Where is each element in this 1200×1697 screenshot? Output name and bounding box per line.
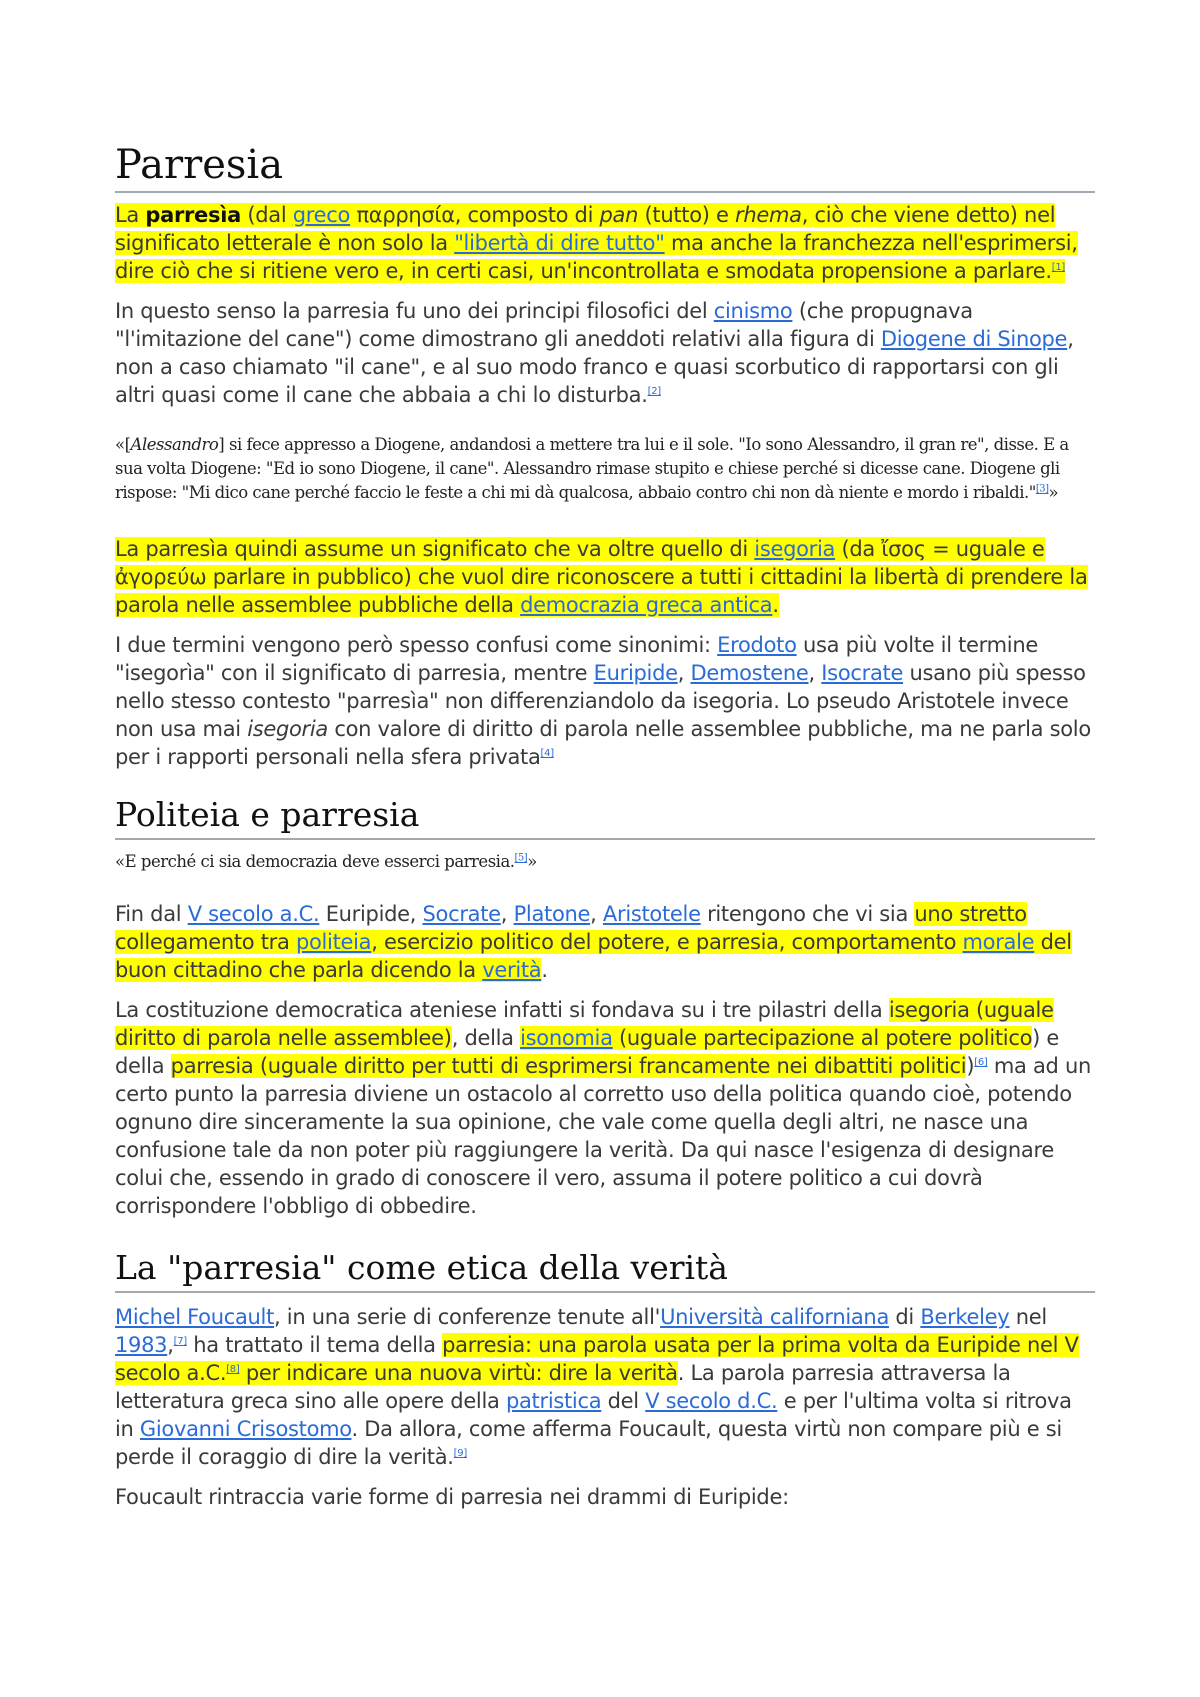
text: .: [541, 958, 548, 982]
article: [115, 140, 1095, 1523]
text: per indicare una nuova virtù: dire la verità: [239, 1361, 678, 1385]
text: I due termini vengono però spesso confusi come sinonimi:: [115, 633, 718, 657]
paragraph-politeia: [115, 900, 1095, 984]
isonomia-highlight: [520, 1026, 1032, 1050]
text: Euripide,: [319, 902, 423, 926]
ref-1[interactable]: [1]: [1051, 262, 1065, 273]
text: usano più spesso nello stesso contesto "parresìa" non differenziandolo da isegoria. Lo pseudo Aristotele invece non usa mai: [115, 661, 1086, 741]
text: ) e della: [115, 1026, 1060, 1078]
link-greco[interactable]: greco: [292, 203, 351, 227]
text: (dal: [240, 203, 293, 227]
text: ha trattato il tema della: [186, 1333, 443, 1357]
text: . Da allora, come afferma Foucault, questa virtù non compare più e si perde il coraggio di dire la verità.: [115, 1417, 1062, 1469]
link-aristotele[interactable]: Aristotele: [602, 902, 701, 926]
text: παρρησία, composto di: [350, 203, 600, 227]
intro-paragraph: [115, 201, 1095, 285]
text: »: [527, 852, 537, 871]
text: In questo senso la parresia fu uno dei principi filosofici del: [115, 299, 714, 323]
link-patristica[interactable]: patristica: [505, 1389, 602, 1413]
text: ,: [677, 661, 691, 685]
text: uno stretto collegamento tra: [115, 902, 1027, 954]
text: parresia: una parola usata per la prima volta da Euripide nel V secolo a.C.: [115, 1333, 1079, 1385]
text: ma anche la franchezza nell'esprimersi, dire ciò che si ritiene vero e, in certi casi, un'incontrollata e smodata propensione a parlare.: [115, 231, 1078, 283]
text: , ciò che viene detto) nel significato letterale è non solo la: [115, 203, 1056, 255]
link-morale[interactable]: morale: [962, 930, 1035, 954]
text: Fin dal: [115, 902, 188, 926]
link-isocrate[interactable]: Isocrate: [821, 661, 904, 685]
term-rhema: rhema: [735, 203, 802, 227]
blockquote-diogene: [115, 433, 1095, 505]
link-foucault[interactable]: Michel Foucault: [115, 1305, 275, 1329]
term-pan: pan: [599, 203, 639, 227]
link-isonomia[interactable]: isonomia: [520, 1026, 613, 1050]
quote-name: Alessandro: [130, 435, 219, 454]
ref-6[interactable]: [6]: [974, 1057, 988, 1068]
text: La parresìa quindi assume un significato che va oltre quello di: [115, 537, 755, 561]
link-politeia[interactable]: politeia: [295, 930, 372, 954]
text: e per l'ultima volta si ritrova in: [115, 1389, 1072, 1441]
paragraph-cinismo: [115, 297, 1095, 409]
link-demostene[interactable]: Demostene: [690, 661, 809, 685]
isegoria-highlight: [115, 537, 1088, 617]
text: del buon cittadino che parla dicendo la: [115, 930, 1072, 982]
text: ,: [167, 1333, 174, 1357]
text: ] si fece appresso a Diogene, andandosi a mettere tra lui e il sole. "Io sono Alessandro, il gran re", disse. E a sua volta Diogene: "Ed io sono Diogene, il cane". Alessandro rimase stupito e chiese perché si dicesse cane. Diogene gli rispose: "Mi dico cane perché faccio le feste a chi mi dà qualcosa, abbaio contro chi non dà niente e mordo i ribaldi.": [115, 435, 1069, 502]
parresia-definition-highlight: parresia (uguale diritto per tutti di esprimersi francamente nei dibattiti politici: [170, 1054, 967, 1078]
text: usa più volte il termine "isegorìa" con il significato di parresia, mentre: [115, 633, 1038, 685]
text: .: [772, 593, 779, 617]
link-cinismo[interactable]: cinismo: [713, 299, 793, 323]
paragraph-sinonimi: [115, 631, 1095, 771]
blockquote-democrazia: [115, 850, 1095, 874]
text: con valore di diritto di parola nelle assemblee pubbliche, ma ne parla solo per i rapporti personali nella sfera privata: [115, 717, 1091, 769]
ref-4[interactable]: [4]: [540, 748, 554, 759]
text: , non a caso chiamato "il cane", e al suo modo franco e quasi scorbutico di rapportarsi con gli altri quasi come il cane che abbaia a chi lo disturba.: [115, 327, 1074, 407]
link-socrate[interactable]: Socrate: [422, 902, 501, 926]
link-v-secolo-ac[interactable]: V secolo a.C.: [187, 902, 320, 926]
link-diogene[interactable]: Diogene di Sinope: [880, 327, 1068, 351]
link-erodoto[interactable]: Erodoto: [717, 633, 797, 657]
text: (da ἴσος = uguale e ἀγορεύω parlare in pubblico) che vuol dire riconoscere a tutti i cittadini la libertà di prendere la parola nelle assemblee pubbliche della: [115, 537, 1088, 617]
text: ,: [808, 661, 822, 685]
link-berkeley[interactable]: Berkeley: [920, 1305, 1010, 1329]
text: «[: [115, 435, 131, 454]
link-platone[interactable]: Platone: [513, 902, 591, 926]
text: del: [601, 1389, 646, 1413]
intro-highlight: [115, 203, 1078, 283]
link-universita[interactable]: Università californiana: [660, 1305, 890, 1329]
page-title: Parresia: [115, 140, 1095, 193]
text: (uguale partecipazione al potere politico: [612, 1026, 1033, 1050]
link-v-secolo-dc[interactable]: V secolo d.C.: [645, 1389, 778, 1413]
text: ritengono che vi sia: [700, 902, 915, 926]
text: ): [966, 1054, 975, 1078]
link-1983[interactable]: 1983: [115, 1333, 168, 1357]
text: di: [889, 1305, 921, 1329]
text: »: [1048, 483, 1059, 502]
ref-8[interactable]: [8]: [226, 1364, 240, 1375]
paragraph-foucault: [115, 1303, 1095, 1471]
text: (che propugnava "l'imitazione del cane") come dimostrano gli aneddoti relativi alla figura di: [115, 299, 973, 351]
text: ma ad un certo punto la parresia diviene un ostacolo al corretto uso della politica quando cioè, potendo ognuno dire sinceramente la sua opinione, che vale come quella degli altri, ne nasce una confusione tale da non poter più raggiungere la verità. Da qui nasce l'esigenza di designare colui che, essendo in grado di conoscere il vero, assuma il potere politico a cui dovrà corrispondere l'obbligo di obbedire.: [115, 1054, 1091, 1218]
text: ,: [590, 902, 603, 926]
link-liberta[interactable]: "libertà di dire tutto": [454, 231, 665, 255]
term-bold: parresìa: [145, 203, 241, 227]
ref-3[interactable]: [3]: [1035, 483, 1049, 495]
paragraph-costituzione: [115, 996, 1095, 1220]
text: ,: [500, 902, 514, 926]
link-euripide[interactable]: Euripide: [593, 661, 678, 685]
ref-5[interactable]: [5]: [514, 852, 528, 864]
text: La: [115, 203, 146, 227]
paragraph-isegoria: [115, 535, 1095, 619]
text: La costituzione democratica ateniese infatti si fondava su i tre pilastri della: [115, 998, 889, 1022]
ref-7[interactable]: [7]: [173, 1336, 187, 1347]
text: «E perché ci sia democrazia deve esserci parresia.: [115, 852, 515, 871]
link-giovanni-crisostomo[interactable]: Giovanni Crisostomo: [139, 1417, 352, 1441]
link-verita[interactable]: verità: [482, 958, 542, 982]
text: , della: [451, 1026, 521, 1050]
term-isegoria: isegoria: [247, 717, 328, 741]
link-isegoria[interactable]: isegoria: [754, 537, 836, 561]
text: , esercizio politico del potere, e parresia, comportamento: [371, 930, 963, 954]
link-democrazia[interactable]: democrazia greca antica: [520, 593, 773, 617]
text: , in una serie di conferenze tenute all': [274, 1305, 661, 1329]
text: (tutto) e: [638, 203, 736, 227]
text: . La parola parresia attraversa la letteratura greca sino alle opere della: [115, 1361, 1011, 1413]
isegoria-definition-highlight: isegoria (uguale diritto di parola nelle assemblee): [115, 998, 1054, 1050]
text: nel: [1009, 1305, 1047, 1329]
section-heading-etica: La "parresia" come etica della verità: [115, 1246, 1095, 1293]
section-heading-politeia: Politeia e parresia: [115, 793, 1095, 840]
ref-2[interactable]: [2]: [647, 386, 661, 397]
ref-9[interactable]: [9]: [453, 1448, 467, 1459]
paragraph-euripide: Foucault rintraccia varie forme di parresia nei drammi di Euripide:: [115, 1485, 789, 1509]
